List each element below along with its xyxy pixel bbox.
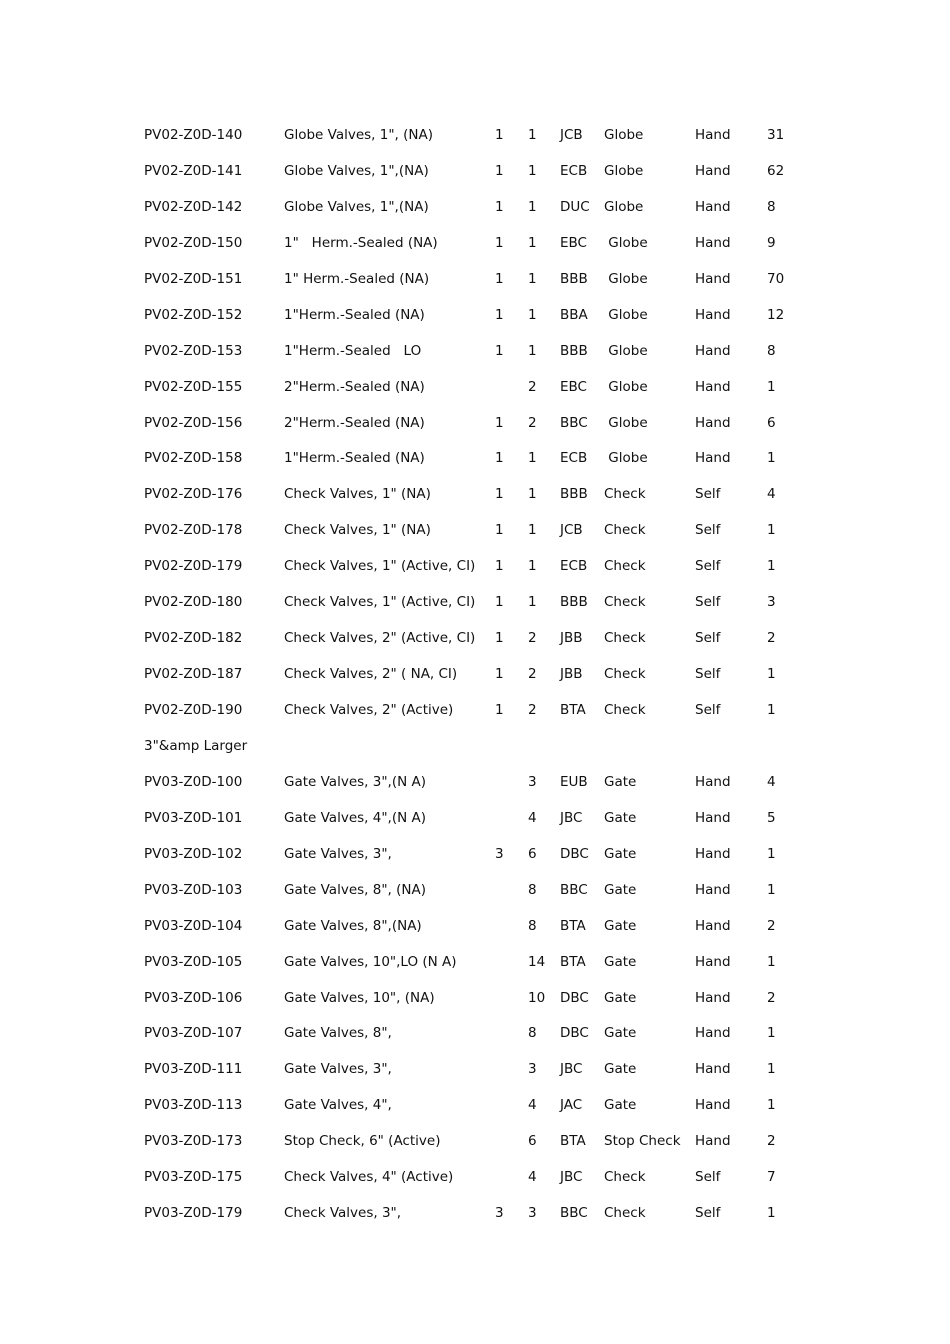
system-code: ECB — [560, 558, 588, 575]
valve-type: Check — [604, 522, 646, 539]
valve-description: Check Valves, 1" (NA) — [284, 486, 431, 503]
system-code: BBC — [560, 1205, 588, 1222]
operator-type: Hand — [695, 989, 731, 1006]
operator-type: Hand — [695, 881, 731, 898]
operator-type: Hand — [695, 127, 731, 143]
table-row — [144, 298, 824, 334]
count-value: 12 — [767, 306, 785, 323]
system-code: BBB — [560, 594, 588, 611]
table-row — [144, 837, 824, 873]
table-row — [144, 801, 824, 837]
size-value: 1 — [528, 522, 537, 539]
system-code: ECB — [560, 450, 588, 467]
valve-description: Check Valves, 1" (Active, CI) — [284, 558, 476, 575]
valve-id: PV02-Z0D-182 — [144, 630, 243, 647]
valve-type: Globe — [604, 127, 644, 143]
size-value: 8 — [528, 1025, 537, 1042]
table-row — [144, 1196, 824, 1232]
count-value: 2 — [767, 989, 776, 1006]
size-value: 1 — [528, 306, 537, 323]
count-value: 1 — [767, 702, 776, 718]
size-value: 1 — [528, 450, 537, 467]
system-code: BBB — [560, 342, 588, 359]
table-row — [144, 765, 824, 801]
valve-type: Gate — [604, 881, 637, 898]
system-code: BBC — [560, 414, 588, 431]
count-value: 2 — [767, 630, 776, 647]
operator-type: Hand — [695, 1097, 731, 1114]
system-code: JBC — [560, 809, 583, 826]
valve-type: Check — [604, 666, 646, 683]
system-code: BBC — [560, 881, 588, 898]
valve-id: PV02-Z0D-140 — [144, 127, 243, 143]
count-value: 31 — [767, 127, 785, 143]
quantity-a: 1 — [495, 198, 504, 215]
valve-id: PV02-Z0D-152 — [144, 306, 243, 323]
size-value: 6 — [528, 845, 537, 862]
table-row — [144, 513, 824, 549]
quantity-a: 1 — [495, 486, 504, 503]
valve-description: Gate Valves, 4",(N A) — [284, 809, 426, 826]
count-value: 4 — [767, 486, 776, 503]
operator-type: Self — [695, 558, 721, 575]
valve-description: 1"Herm.-Sealed (NA) — [284, 306, 425, 323]
table-row — [144, 1016, 824, 1052]
size-value: 2 — [528, 414, 537, 431]
operator-type: Hand — [695, 1061, 731, 1078]
size-value: 2 — [528, 702, 537, 718]
count-value: 8 — [767, 342, 776, 359]
quantity-a: 1 — [495, 558, 504, 575]
system-code: BTA — [560, 917, 586, 934]
count-value: 1 — [767, 558, 776, 575]
quantity-a: 1 — [495, 234, 504, 251]
valve-description: Gate Valves, 3", — [284, 1061, 392, 1078]
valve-type: Globe — [604, 414, 648, 431]
count-value: 1 — [767, 1025, 776, 1042]
valve-description: Globe Valves, 1", (NA) — [284, 127, 434, 143]
valve-description: Check Valves, 4" (Active) — [284, 1169, 454, 1186]
operator-type: Hand — [695, 414, 731, 431]
valve-description: Globe Valves, 1",(NA) — [284, 198, 429, 215]
size-value: 10 — [528, 989, 546, 1006]
table-row — [144, 262, 824, 298]
operator-type: Hand — [695, 306, 731, 323]
table-row — [144, 441, 824, 477]
section-label: 3"&amp Larger — [144, 737, 248, 754]
count-value: 1 — [767, 1097, 776, 1114]
quantity-a: 1 — [495, 630, 504, 647]
quantity-a: 1 — [495, 127, 504, 143]
valve-type: Gate — [604, 1097, 637, 1114]
valve-type: Gate — [604, 917, 637, 934]
valve-id: PV02-Z0D-178 — [144, 522, 243, 539]
quantity-a: 1 — [495, 594, 504, 611]
valve-id: PV03-Z0D-103 — [144, 881, 243, 898]
count-value: 1 — [767, 666, 776, 683]
valve-id: PV02-Z0D-150 — [144, 234, 243, 251]
operator-type: Hand — [695, 845, 731, 862]
size-value: 2 — [528, 378, 537, 395]
valve-description: 2"Herm.-Sealed (NA) — [284, 414, 425, 431]
valve-type: Globe — [604, 270, 648, 287]
table-row — [144, 873, 824, 909]
valve-type: Globe — [604, 450, 648, 467]
valve-id: PV03-Z0D-173 — [144, 1133, 243, 1150]
valve-description: Check Valves, 1" (Active, CI) — [284, 594, 476, 611]
operator-type: Self — [695, 486, 721, 503]
valve-id: PV02-Z0D-179 — [144, 558, 243, 575]
operator-type: Hand — [695, 270, 731, 287]
size-value: 2 — [528, 630, 537, 647]
table-row — [144, 154, 824, 190]
valve-id: PV03-Z0D-101 — [144, 809, 243, 826]
valve-description: Gate Valves, 3",(N A) — [284, 773, 426, 790]
quantity-a: 1 — [495, 450, 504, 467]
size-value: 1 — [528, 162, 537, 179]
count-value: 5 — [767, 809, 776, 826]
system-code: BTA — [560, 1133, 586, 1150]
system-code: JCB — [560, 522, 583, 539]
valve-description: Check Valves, 2" (Active) — [284, 702, 454, 718]
valve-id: PV02-Z0D-155 — [144, 378, 243, 395]
count-value: 9 — [767, 234, 776, 251]
valve-type: Globe — [604, 306, 648, 323]
system-code: BBB — [560, 270, 588, 287]
table-row — [144, 657, 824, 693]
operator-type: Self — [695, 666, 721, 683]
valve-description: Gate Valves, 4", — [284, 1097, 392, 1114]
size-value: 4 — [528, 809, 537, 826]
table-row — [144, 585, 824, 621]
valve-type: Gate — [604, 989, 637, 1006]
table-row — [144, 406, 824, 442]
operator-type: Hand — [695, 917, 731, 934]
system-code: JBB — [560, 630, 583, 647]
quantity-a: 1 — [495, 306, 504, 323]
table-row — [144, 549, 824, 585]
quantity-a: 3 — [495, 1205, 504, 1222]
valve-description: Globe Valves, 1",(NA) — [284, 162, 429, 179]
valve-type: Check — [604, 1169, 646, 1186]
valve-type: Gate — [604, 1061, 637, 1078]
valve-type: Globe — [604, 234, 648, 251]
valve-description: 1"Herm.-Sealed LO — [284, 342, 422, 359]
size-value: 1 — [528, 594, 537, 611]
valve-description: Gate Valves, 8",(NA) — [284, 917, 422, 934]
size-value: 3 — [528, 773, 537, 790]
table-row — [144, 118, 824, 154]
count-value: 1 — [767, 953, 776, 970]
valve-description: 1"Herm.-Sealed (NA) — [284, 450, 425, 467]
valve-description: Gate Valves, 10", (NA) — [284, 989, 435, 1006]
valve-description: 2"Herm.-Sealed (NA) — [284, 378, 425, 395]
valve-type: Check — [604, 702, 646, 718]
valve-description: Stop Check, 6" (Active) — [284, 1133, 441, 1150]
table-row — [144, 981, 824, 1017]
size-value: 3 — [528, 1061, 537, 1078]
valve-type: Check — [604, 594, 646, 611]
system-code: EBC — [560, 234, 587, 251]
valve-id: PV03-Z0D-100 — [144, 773, 243, 790]
size-value: 4 — [528, 1097, 537, 1114]
size-value: 1 — [528, 198, 537, 215]
valve-id: PV03-Z0D-104 — [144, 917, 243, 934]
system-code: BTA — [560, 953, 586, 970]
valve-id: PV03-Z0D-102 — [144, 845, 243, 862]
valve-description: Gate Valves, 8", — [284, 1025, 392, 1042]
count-value: 1 — [767, 1205, 776, 1222]
valve-description: Gate Valves, 10",LO (N A) — [284, 953, 457, 970]
size-value: 1 — [528, 234, 537, 251]
system-code: DBC — [560, 845, 589, 862]
valve-id: PV03-Z0D-107 — [144, 1025, 243, 1042]
table-row — [144, 190, 824, 226]
valve-id: PV02-Z0D-153 — [144, 342, 243, 359]
operator-type: Self — [695, 702, 721, 718]
size-value: 8 — [528, 917, 537, 934]
count-value: 1 — [767, 378, 776, 395]
count-value: 70 — [767, 270, 785, 287]
operator-type: Hand — [695, 450, 731, 467]
size-value: 1 — [528, 558, 537, 575]
valve-type: Globe — [604, 198, 644, 215]
operator-type: Self — [695, 630, 721, 647]
table-row — [144, 1160, 824, 1196]
valve-type: Globe — [604, 162, 644, 179]
valve-id: PV02-Z0D-158 — [144, 450, 243, 467]
valve-id: PV03-Z0D-113 — [144, 1097, 243, 1114]
size-value: 1 — [528, 127, 537, 143]
operator-type: Hand — [695, 342, 731, 359]
size-value: 2 — [528, 666, 537, 683]
valve-description: Gate Valves, 3", — [284, 845, 392, 862]
operator-type: Hand — [695, 1133, 731, 1150]
valve-type: Check — [604, 1205, 646, 1222]
valve-list-table — [144, 118, 824, 1232]
valve-id: PV03-Z0D-175 — [144, 1169, 243, 1186]
system-code: EUB — [560, 773, 588, 790]
size-value: 4 — [528, 1169, 537, 1186]
valve-id: PV02-Z0D-151 — [144, 270, 243, 287]
operator-type: Hand — [695, 809, 731, 826]
system-code: EBC — [560, 378, 587, 395]
quantity-a: 1 — [495, 342, 504, 359]
table-row — [144, 1088, 824, 1124]
count-value: 1 — [767, 450, 776, 467]
system-code: DUC — [560, 198, 590, 215]
valve-id: PV02-Z0D-176 — [144, 486, 243, 503]
valve-id: PV02-Z0D-141 — [144, 162, 243, 179]
table-row — [144, 1124, 824, 1160]
quantity-a: 1 — [495, 414, 504, 431]
size-value: 1 — [528, 342, 537, 359]
system-code: JBB — [560, 666, 583, 683]
table-row — [144, 945, 824, 981]
valve-description: Check Valves, 2" (Active, CI) — [284, 630, 476, 647]
valve-type: Gate — [604, 773, 637, 790]
quantity-a: 1 — [495, 702, 504, 718]
system-code: ECB — [560, 162, 588, 179]
valve-id: PV03-Z0D-179 — [144, 1205, 243, 1222]
size-value: 3 — [528, 1205, 537, 1222]
operator-type: Self — [695, 1205, 721, 1222]
count-value: 1 — [767, 881, 776, 898]
table-row — [144, 693, 824, 729]
quantity-a: 3 — [495, 845, 504, 862]
operator-type: Self — [695, 594, 721, 611]
table-row — [144, 1052, 824, 1088]
count-value: 8 — [767, 198, 776, 215]
table-row — [144, 909, 824, 945]
table-row — [144, 334, 824, 370]
size-value: 6 — [528, 1133, 537, 1150]
system-code: DBC — [560, 989, 589, 1006]
count-value: 7 — [767, 1169, 776, 1186]
quantity-a: 1 — [495, 162, 504, 179]
operator-type: Hand — [695, 378, 731, 395]
valve-type: Gate — [604, 809, 637, 826]
valve-id: PV02-Z0D-187 — [144, 666, 243, 683]
table-row — [144, 226, 824, 262]
valve-description: Gate Valves, 8", (NA) — [284, 881, 426, 898]
valve-type: Stop Check — [604, 1133, 681, 1150]
size-value: 8 — [528, 881, 537, 898]
count-value: 1 — [767, 522, 776, 539]
table-row — [144, 477, 824, 513]
count-value: 1 — [767, 845, 776, 862]
valve-type: Check — [604, 486, 646, 503]
size-value: 1 — [528, 486, 537, 503]
system-code: JCB — [560, 127, 583, 143]
quantity-a: 1 — [495, 270, 504, 287]
count-value: 4 — [767, 773, 776, 790]
valve-id: PV02-Z0D-180 — [144, 594, 243, 611]
table-row — [144, 621, 824, 657]
count-value: 6 — [767, 414, 776, 431]
system-code: JAC — [560, 1097, 583, 1114]
section-header-row — [144, 729, 824, 765]
valve-description: Check Valves, 2" ( NA, CI) — [284, 666, 458, 683]
operator-type: Hand — [695, 234, 731, 251]
system-code: JBC — [560, 1061, 583, 1078]
system-code: DBC — [560, 1025, 589, 1042]
table-row — [144, 370, 824, 406]
valve-id: PV03-Z0D-111 — [144, 1061, 243, 1078]
valve-type: Check — [604, 558, 646, 575]
system-code: JBC — [560, 1169, 583, 1186]
valve-type: Gate — [604, 1025, 637, 1042]
system-code: BBB — [560, 486, 588, 503]
operator-type: Hand — [695, 198, 731, 215]
operator-type: Hand — [695, 773, 731, 790]
valve-id: PV02-Z0D-142 — [144, 198, 243, 215]
system-code: BBA — [560, 306, 588, 323]
operator-type: Hand — [695, 1025, 731, 1042]
valve-type: Gate — [604, 845, 637, 862]
size-value: 1 — [528, 270, 537, 287]
operator-type: Self — [695, 1169, 721, 1186]
valve-description: 1" Herm.-Sealed (NA) — [284, 270, 430, 287]
quantity-a: 1 — [495, 666, 504, 683]
valve-id: PV02-Z0D-156 — [144, 414, 243, 431]
valve-type: Check — [604, 630, 646, 647]
quantity-a: 1 — [495, 522, 504, 539]
operator-type: Self — [695, 522, 721, 539]
valve-description: Check Valves, 3", — [284, 1205, 402, 1222]
count-value: 62 — [767, 162, 785, 179]
operator-type: Hand — [695, 162, 731, 179]
operator-type: Hand — [695, 953, 731, 970]
system-code: BTA — [560, 702, 586, 718]
valve-description: Check Valves, 1" (NA) — [284, 522, 431, 539]
count-value: 1 — [767, 1061, 776, 1078]
valve-type: Globe — [604, 342, 648, 359]
valve-id: PV03-Z0D-105 — [144, 953, 243, 970]
valve-type: Globe — [604, 378, 648, 395]
valve-type: Gate — [604, 953, 637, 970]
valve-id: PV03-Z0D-106 — [144, 989, 243, 1006]
valve-id: PV02-Z0D-190 — [144, 702, 243, 718]
size-value: 14 — [528, 953, 546, 970]
valve-description: 1" Herm.-Sealed (NA) — [284, 234, 438, 251]
count-value: 2 — [767, 1133, 776, 1150]
count-value: 3 — [767, 594, 776, 611]
count-value: 2 — [767, 917, 776, 934]
